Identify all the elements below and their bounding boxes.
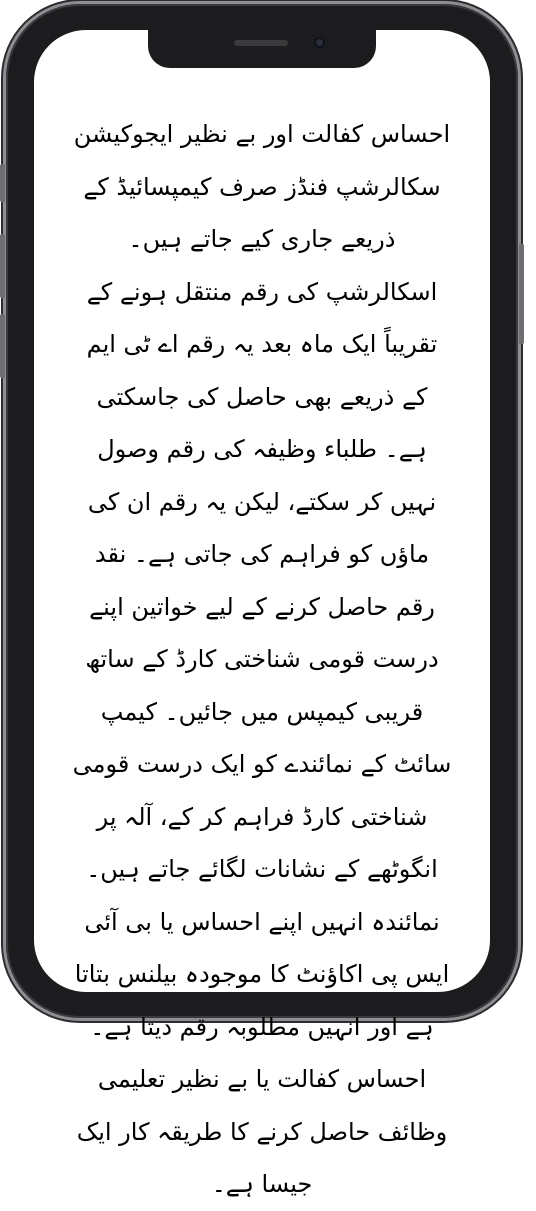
speaker-grille [234,40,288,46]
mute-switch [0,164,5,202]
article-text [72,108,452,1211]
power-button [519,244,524,344]
volume-down-button [0,314,5,378]
paragraph-2: نمائندہ انہیں اپنے احساس یا بی آئی ایس پی اکاؤنٹ کا موجودہ بیلنس بتاتا ہے اور انہیں مطلوبہ رقم دیتا ہے۔ احساس کفالت یا بے نظیر تعلیمی وظائف حاصل کرنے کا طریقہ کار ایک جیسا ہے۔ [74,907,450,1198]
paragraph-1: احساس کفالت اور بے نظیر ایجوکیشن سکالرشپ فنڈز صرف کیمپسائیڈ کے ذریعے جاری کیے جاتے ہیں۔ اسکالرشپ کی رقم منتقل ہونے کے تقریباً ایک ماہ بعد یہ رقم اے ٹی ایم کے ذریعے بھی حاصل کی جاسکتی ہے۔ طلباء وظیفہ کی رقم وصول نہیں کر سکتے، لیکن یہ رقم ان کی ماؤں کو فراہم کی جاتی ہے۔ نقد رقم حاصل کرنے کے لیے خواتین اپنے درست قومی شناختی کارڈ کے ساتھ قریبی کیمپس میں جائیں۔ کیمپ سائٹ کے نمائندے کو ایک درست قومی شناختی کارڈ فراہم کر کے، آلہ پر انگوٹھے کے نشانات لگائے جاتے ہیں۔ [72,120,452,883]
phone-screen [34,30,490,1198]
front-camera-icon [314,37,325,48]
notch [148,30,376,68]
phone-frame [6,4,518,1198]
volume-up-button [0,234,5,298]
